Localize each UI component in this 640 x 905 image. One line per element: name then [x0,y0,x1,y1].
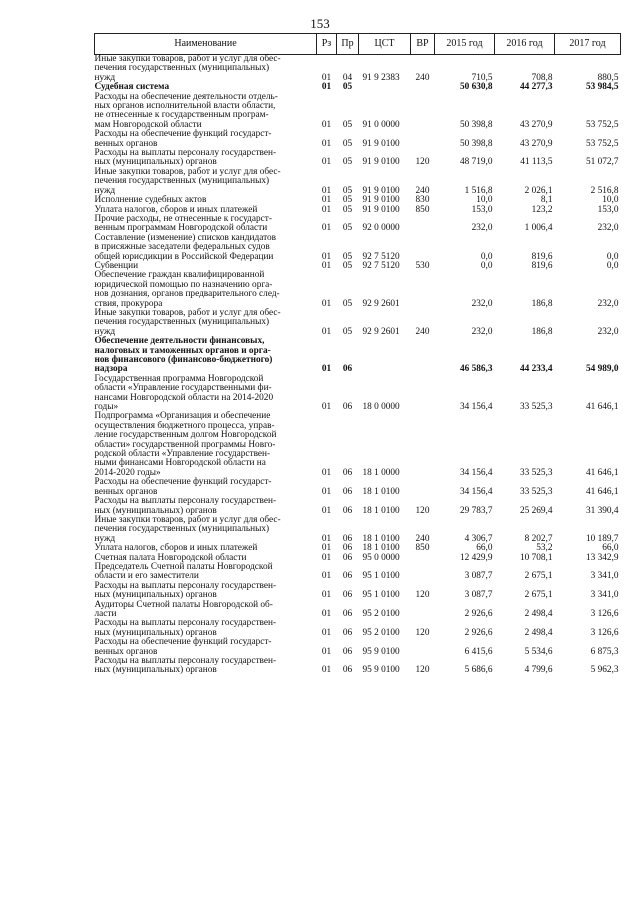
cell-rz: 01 [321,251,332,262]
cell-name: Субвенции [94,260,139,271]
cell-pr: 05 [342,204,353,215]
cell-pr: 06 [342,552,353,563]
cell-pr: 05 [342,260,353,271]
cell-cst: 95 2 0100 [362,608,400,619]
cell-cst: 91 0 0000 [362,119,400,130]
table-row [95,657,621,676]
cell-cst: 18 1 0100 [362,505,400,516]
cell-rz: 01 [321,402,332,413]
cell-2016: 43 270,9 [519,138,553,149]
cell-name: Расходы на выплаты персоналу государствен- ных (муниципальных) органов [94,580,277,601]
cell-2017: 66,0 [602,543,619,554]
cell-2015: 48 719,0 [459,157,493,168]
cell-cst: 91 9 0100 [362,204,400,215]
budget-table [94,33,621,676]
table-row [95,516,621,544]
cell-cst: 91 9 0100 [362,138,400,149]
cell-2017: 153,0 [597,204,619,215]
cell-name: Расходы на выплаты персоналу государствен- ных (муниципальных) органов [94,496,277,516]
cell-2016: 5 534,6 [524,646,553,657]
cell-2017: 3 341,0 [590,571,619,582]
cell-cst: 95 2 0100 [362,627,400,638]
cell-name: Расходы на обеспечение деятельности отдель- ных органов исполнительной власти области, не отнесенные к государственным програм- мам Новгородской области [94,91,278,130]
header-rz: Рз [317,34,337,55]
cell-vr: 850 [415,204,430,215]
cell-rz: 01 [321,195,332,206]
cell-2017: 54 989,0 [585,364,619,375]
cell-2015: 34 156,4 [459,467,493,478]
cell-2015: 46 586,3 [459,364,493,375]
cell-2015: 34 156,4 [459,402,493,413]
table-row [95,309,621,337]
cell-2017: 3 126,6 [590,608,619,619]
cell-pr: 05 [342,157,353,168]
cell-pr: 06 [342,571,353,582]
cell-rz: 01 [321,364,332,375]
cell-vr [411,638,435,657]
cell-rz: 01 [321,543,332,554]
cell-2017: 2 516,8 [590,185,619,196]
cell-name: Исполнение судебных актов [94,195,207,206]
cell-2017: 3 126,6 [590,627,619,638]
table-row [95,93,621,131]
cell-2015: 5 686,6 [464,665,493,676]
cell-2015: 66,0 [476,543,493,554]
cell-vr: 530 [415,260,430,271]
header-vr: ВР [411,34,435,55]
cell-rz: 01 [321,533,332,544]
cell-2015: 232,0 [471,223,493,234]
cell-2015: 50 398,8 [459,119,493,130]
cell-cst: 95 9 0100 [362,646,400,657]
cell-rz: 01 [321,326,332,337]
cell-vr [411,412,435,478]
cell-cst: 18 0 0000 [362,402,400,413]
cell-vr [411,563,435,582]
cell-vr [411,375,435,413]
cell-name: Аудиторы Счетной палаты Новгородской об- ласти [94,599,273,619]
cell-cst: 18 1 0100 [362,533,400,544]
cell-rz: 01 [321,223,332,234]
cell-2017: 10 189,7 [585,533,619,544]
table-row [95,478,621,497]
cell-2016: 186,8 [531,326,553,337]
cell-2016: 2 498,4 [524,608,553,619]
cell-cst: 18 1 0100 [362,543,400,554]
cell-rz: 01 [321,298,332,309]
table-row [95,234,621,262]
table-row [95,168,621,196]
cell-2016: 1 006,4 [524,223,553,234]
cell-2017: 880,5 [597,72,619,83]
cell-vr: 240 [415,533,430,544]
cell-2015: 232,0 [471,298,493,309]
cell-vr [411,601,435,620]
table-row [95,130,621,149]
cell-pr: 05 [342,119,353,130]
cell-vr [411,215,435,234]
cell-2016: 44 277,3 [519,82,553,93]
cell-2017: 232,0 [597,298,619,309]
cell-2016: 33 525,3 [519,486,553,497]
cell-2016: 8,1 [540,195,553,206]
cell-cst: 92 7 5120 [362,251,400,262]
cell-rz: 01 [321,646,332,657]
cell-name: Расходы на выплаты персоналу государствен- ных (муниципальных) органов [94,656,277,676]
cell-2015: 29 783,7 [459,505,493,516]
cell-vr [411,478,435,497]
header-2017: 2017 год [555,34,621,55]
table-row [95,271,621,309]
cell-2016: 33 525,3 [519,467,553,478]
header-2016: 2016 год [495,34,555,55]
table-row [95,215,621,234]
cell-2015: 232,0 [471,326,493,337]
header-2015: 2015 год [435,34,495,55]
cell-2015: 12 429,9 [459,552,493,563]
table-row [95,601,621,620]
cell-pr: 06 [342,590,353,601]
cell-2015: 10,0 [476,195,493,206]
cell-pr: 04 [342,72,353,83]
cell-2015: 710,5 [471,72,493,83]
cell-2016: 2 026,1 [524,185,553,196]
cell-vr [411,93,435,131]
cell-name: Иные закупки товаров, работ и услуг для обес- печения государственных (муниципальных) нужд [94,54,281,83]
table-row [95,619,621,638]
cell-cst: 95 1 0100 [362,590,400,601]
cell-2017: 41 646,1 [585,486,619,497]
table-header [95,34,621,55]
cell-name: Уплата налогов, сборов и иных платежей [94,543,258,554]
cell-2017: 10,0 [602,195,619,206]
table-body [95,55,621,676]
cell-vr [411,130,435,149]
table-row [95,412,621,478]
table-row [95,337,621,375]
cell-name: Иные закупки товаров, работ и услуг для обес- печения государственных (муниципальных) нужд [94,514,281,544]
cell-pr: 06 [342,608,353,619]
cell-2015: 34 156,4 [459,486,493,497]
cell-2017: 5 962,3 [590,665,619,676]
table-row [95,55,621,84]
cell-name: Расходы на выплаты персоналу государствен- ных (муниципальных) органов [94,618,277,638]
header-pr: Пр [337,34,359,55]
cell-2016: 10 708,1 [519,552,553,563]
cell-cst: 95 0 0000 [362,552,400,563]
cell-pr: 06 [342,665,353,676]
cell-rz: 01 [321,260,332,271]
header-name: Наименование [95,34,317,55]
cell-2017: 53 984,5 [585,82,619,93]
cell-cst: 18 1 0100 [362,486,400,497]
cell-vr: 240 [415,72,430,83]
cell-cst [359,83,411,92]
cell-2017: 6 875,3 [590,646,619,657]
cell-vr: 240 [415,185,430,196]
cell-rz: 01 [321,608,332,619]
cell-cst: 91 9 0100 [362,185,400,196]
cell-2016: 819,6 [531,251,553,262]
cell-2016: 8 202,7 [524,533,553,544]
cell-2017: 51 072,7 [585,157,619,168]
cell-2015: 50 630,8 [459,82,493,93]
cell-2015: 3 087,7 [464,590,493,601]
cell-rz: 01 [321,590,332,601]
cell-2015: 4 306,7 [464,533,493,544]
cell-pr: 05 [342,298,353,309]
cell-rz: 01 [321,138,332,149]
cell-2017: 41 646,1 [585,402,619,413]
cell-2016: 53,2 [536,543,553,554]
cell-2016: 4 799,6 [524,665,553,676]
cell-pr: 06 [342,467,353,478]
table-row [95,563,621,582]
table-row [95,149,621,168]
cell-vr [411,83,435,92]
cell-2017: 13 342,9 [585,552,619,563]
cell-cst: 91 9 0100 [362,195,400,206]
cell-2016: 123,2 [531,204,553,215]
cell-2016: 186,8 [531,298,553,309]
cell-rz: 01 [321,627,332,638]
cell-2015: 2 926,6 [464,608,493,619]
cell-vr [411,271,435,309]
cell-vr [411,234,435,262]
cell-2017: 53 752,5 [585,119,619,130]
cell-pr: 06 [342,543,353,554]
cell-pr: 06 [342,486,353,497]
cell-rz: 01 [321,665,332,676]
cell-rz: 01 [321,204,332,215]
cell-rz: 01 [321,157,332,168]
cell-name: Расходы на обеспечение функций государст- венных органов [94,129,272,149]
cell-vr [411,337,435,375]
cell-name: Подпрограмма «Организация и обеспечение осуществления бюджетного процесса, управ- ление государственным долгом Новгородской области» государственной программы Новго- родской области «Управление государствен- ными финансами Новгородской области на 2014-2020 годы» [94,411,277,478]
header-cst: ЦСТ [359,34,411,55]
table-row [95,497,621,516]
page-number: 153 [310,16,330,31]
cell-2015: 0,0 [480,260,493,271]
cell-pr: 05 [342,195,353,206]
cell-2015: 6 415,6 [464,646,493,657]
cell-name: Судебная система [94,82,170,93]
cell-name: Расходы на выплаты персоналу государствен- ных (муниципальных) органов [94,148,277,168]
cell-rz: 01 [321,552,332,563]
cell-cst: 92 9 2601 [362,326,400,337]
cell-pr: 06 [342,364,353,375]
cell-2016: 2 675,1 [524,590,553,601]
cell-name: Иные закупки товаров, работ и услуг для обес- печения государственных (муниципальных) нужд [94,166,281,196]
cell-cst: 92 7 5120 [362,260,400,271]
cell-2016: 2 498,4 [524,627,553,638]
table-row [95,375,621,413]
cell-2016: 44 233,4 [519,364,553,375]
cell-2015: 0,0 [480,251,493,262]
cell-rz: 01 [321,119,332,130]
cell-vr: 120 [415,665,430,676]
cell-vr: 830 [415,195,430,206]
cell-name: Составление (изменение) списков кандидатов в присяжные заседатели федеральных судов общей юрисдикции в Российской Федерации [94,232,277,262]
cell-vr: 120 [415,505,430,516]
cell-name: Уплата налогов, сборов и иных платежей [94,204,258,215]
cell-name: Расходы на обеспечение функций государст- венных органов [94,477,272,497]
cell-pr: 05 [342,82,353,93]
cell-2017: 232,0 [597,326,619,337]
cell-pr: 05 [342,326,353,337]
cell-2016: 708,8 [531,72,553,83]
cell-2015: 1 516,8 [464,185,493,196]
cell-cst: 91 9 2383 [362,72,400,83]
cell-pr: 06 [342,505,353,516]
cell-vr: 120 [415,157,430,168]
cell-name: Расходы на обеспечение функций государст- венных органов [94,637,272,657]
cell-2015: 153,0 [471,204,493,215]
cell-2016: 2 675,1 [524,571,553,582]
cell-pr: 06 [342,627,353,638]
cell-cst [359,337,411,375]
cell-pr: 06 [342,533,353,544]
cell-rz: 01 [321,82,332,93]
cell-name: Иные закупки товаров, работ и услуг для обес- печения государственных (муниципальных) нужд [94,307,281,337]
cell-cst: 95 9 0100 [362,665,400,676]
cell-vr [411,554,435,563]
cell-name: Государственная программа Новгородской области «Управление государственными фи- нансами Новгородской области на 2014-2020 годы» [94,373,274,413]
cell-cst: 92 0 0000 [362,223,400,234]
cell-2015: 50 398,8 [459,138,493,149]
cell-pr: 05 [342,185,353,196]
cell-2016: 819,6 [531,260,553,271]
cell-pr: 05 [342,251,353,262]
cell-name: Обеспечение деятельности финансовых, налоговых и таможенных органов и орга- нов финансового (финансово-бюджетного) надзора [94,336,273,375]
cell-name: Обеспечение граждан квалифицированной юридической помощью по назначению орга- нов дознания, органов предварительного след- ствия, прокурора [94,270,280,309]
cell-rz: 01 [321,467,332,478]
cell-2017: 31 390,4 [585,505,619,516]
cell-2016: 41 113,5 [520,157,553,168]
cell-vr: 850 [415,543,430,554]
cell-vr: 120 [415,590,430,601]
cell-pr: 06 [342,646,353,657]
cell-rz: 01 [321,571,332,582]
cell-2017: 53 752,5 [585,138,619,149]
cell-pr: 06 [342,402,353,413]
cell-rz: 01 [321,72,332,83]
cell-2016: 43 270,9 [519,119,553,130]
table-row [95,638,621,657]
table-row [95,582,621,601]
cell-name: Счетная палата Новгородской области [94,552,247,563]
cell-name: Председатель Счетной палаты Новгородской области и его заместители [94,561,273,582]
cell-vr: 240 [415,326,430,337]
cell-2017: 41 646,1 [585,467,619,478]
cell-2017: 232,0 [597,223,619,234]
cell-pr: 05 [342,223,353,234]
cell-2015: 2 926,6 [464,627,493,638]
cell-2017: 0,0 [606,251,619,262]
cell-rz: 01 [321,185,332,196]
cell-cst: 91 9 0100 [362,157,400,168]
cell-2016: 25 269,4 [519,505,553,516]
cell-cst: 92 9 2601 [362,298,400,309]
cell-2017: 3 341,0 [590,590,619,601]
cell-cst: 18 1 0000 [362,467,400,478]
cell-2015: 3 087,7 [464,571,493,582]
cell-rz: 01 [321,505,332,516]
cell-cst: 95 1 0100 [362,571,400,582]
cell-2016: 33 525,3 [519,402,553,413]
cell-rz: 01 [321,486,332,497]
cell-vr: 120 [415,627,430,638]
cell-pr: 05 [342,138,353,149]
cell-name: Прочие расходы, не отнесенные к государст- венным программам Новгородской области [94,213,272,234]
cell-2017: 0,0 [606,260,619,271]
